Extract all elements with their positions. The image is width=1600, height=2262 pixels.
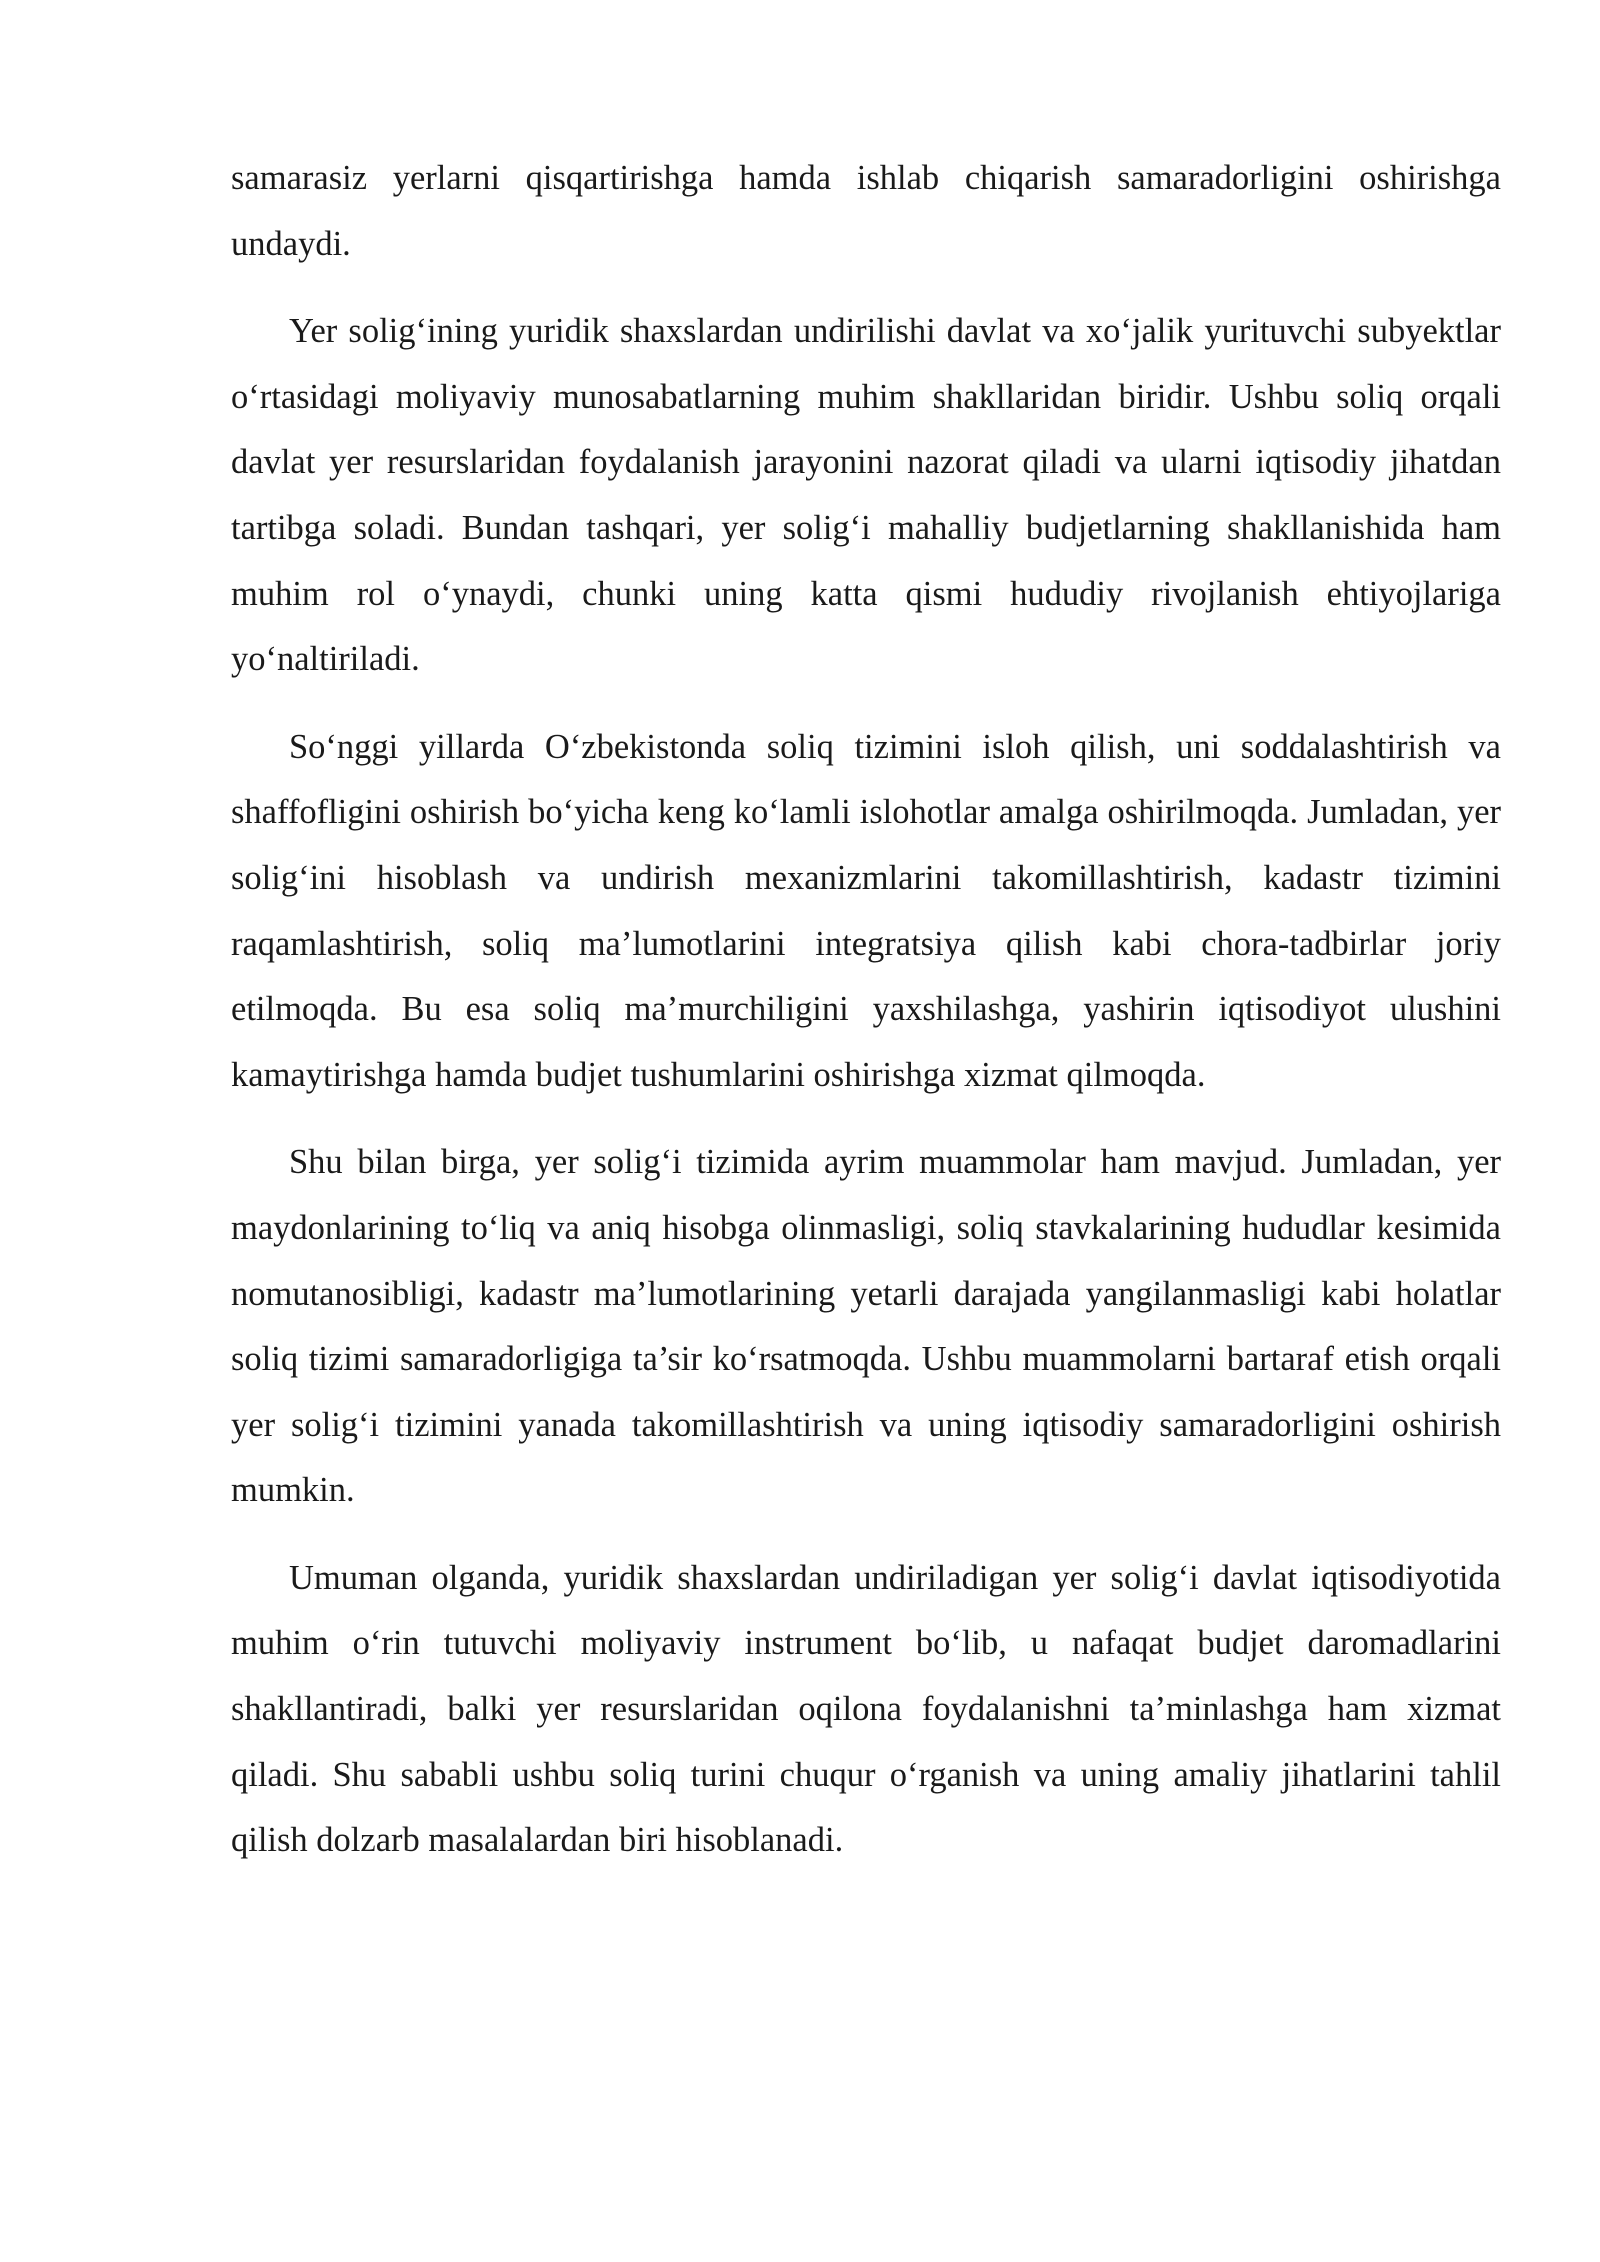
document-page <box>231 146 1501 1896</box>
paragraph-continued: samarasiz yerlarni qisqartirishga hamda ishlab chiqarish samaradorligini oshirishga undaydi. <box>231 159 1501 263</box>
paragraph: So‘nggi yillarda O‘zbekistonda soliq tizimini isloh qilish, uni soddalashtirish va shaffofligini oshirish bo‘yicha keng ko‘lamli islohotlar amalga oshirilmoqda. Jumladan, yer solig‘ini hisoblash va undirish mexanizmlarini takomillashtirish, kadastr tizimini raqamlashtirish, soliq ma’lumotlarini integratsiya qilish kabi chora-tadbirlar joriy etilmoqda. Bu esa soliq ma’murchiligini yaxshilashga, yashirin iqtisodiyot ulushini kamaytirishga hamda budjet tushumlarini oshirishga xizmat qilmoqda. <box>231 727 1501 1094</box>
paragraph: Umuman olganda, yuridik shaxslardan undiriladigan yer solig‘i davlat iqtisodiyotida muhim o‘rin tutuvchi moliyaviy instrument bo‘lib, u nafaqat budjet daromadlarini shakllantiradi, balki yer resurslaridan oqilona foydalanishni ta’minlashga ham xizmat qiladi. Shu sababli ushbu soliq turini chuqur o‘rganish va uning amaliy jihatlarini tahlil qilish dolzarb masalalardan biri hisoblanadi. <box>231 1558 1501 1860</box>
paragraph: Yer solig‘ining yuridik shaxslardan undirilishi davlat va xo‘jalik yurituvchi subyektlar o‘rtasidagi moliyaviy munosabatlarning muhim shakllaridan biridir. Ushbu soliq orqali davlat yer resurslaridan foydalanish jarayonini nazorat qiladi va ularni iqtisodiy jihatdan tartibga soladi. Bundan tashqari, yer solig‘i mahalliy budjetlarning shakllanishida ham muhim rol o‘ynaydi, chunki uning katta qismi hududiy rivojlanish ehtiyojlariga yo‘naltiriladi. <box>231 312 1501 679</box>
paragraph: Shu bilan birga, yer solig‘i tizimida ayrim muammolar ham mavjud. Jumladan, yer maydonlarining to‘liq va aniq hisobga olinmasligi, soliq stavkalarining hududlar kesimida nomutanosibligi, kadastr ma’lumotlarining yetarli darajada yangilanmasligi kabi holatlar soliq tizimi samaradorligiga ta’sir ko‘rsatmoqda. Ushbu muammolarni bartaraf etish orqali yer solig‘i tizimini yanada takomillashtirish va uning iqtisodiy samaradorligini oshirish mumkin. <box>231 1143 1501 1510</box>
